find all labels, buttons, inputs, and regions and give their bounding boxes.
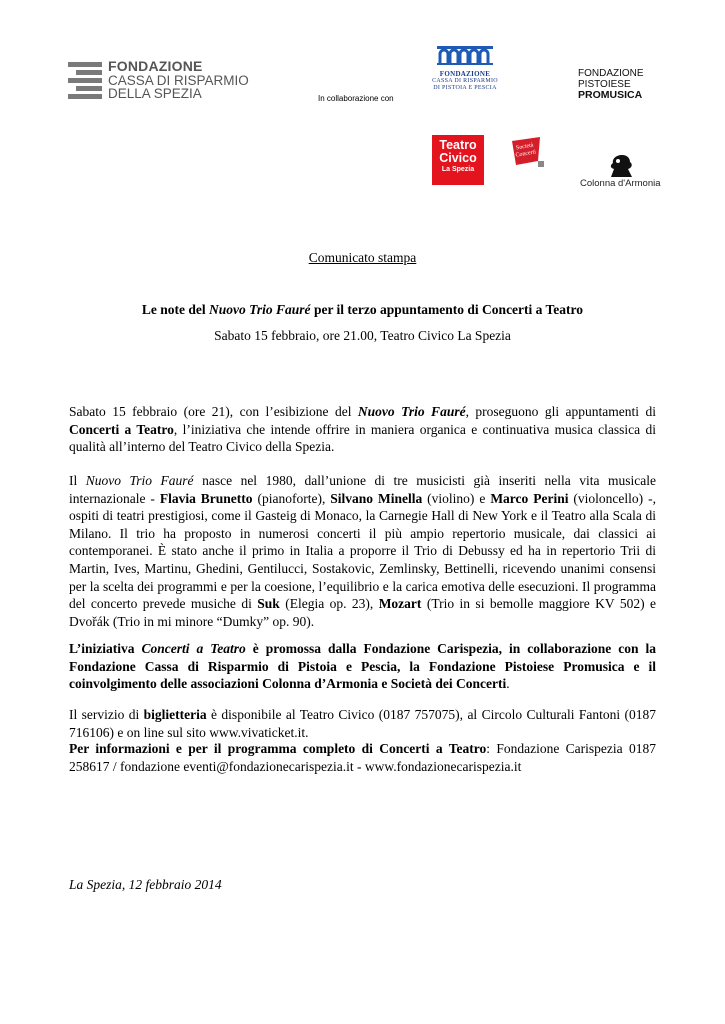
carispezia-stripes-icon (68, 62, 102, 102)
colonna-armonia-logo (580, 153, 660, 189)
paragraph-initiative: L’iniziativa Concerti a Teatro è promossa dalla Fondazione Carispezia, in collaborazione con la Fondazione Cassa di Risparmio di Pistoia e Pescia, la Fondazione Pistoiese Promusica e il coinvolgimento delle associazioni Colonna d’Armonia e Società dei Concerti. (69, 641, 656, 692)
fcs-logo-line1: FONDAZIONE (108, 58, 203, 74)
promusica-logo-line3: PROMUSICA (578, 89, 643, 101)
svg-text:Concerti: Concerti (515, 149, 537, 159)
teatro-logo-line1: Teatro (439, 138, 477, 152)
fondazione-pistoia-logo (430, 44, 500, 92)
pistoia-logo-line2: CASSA DI RISPARMIO (432, 78, 498, 84)
paragraph-info: Per informazioni e per il programma completo di Concerti a Teatro: Fondazione Carispezia 0187 258617 / fondazione eventi@fondazionecarispezia.it - www.fondazionecarispezia.it (69, 741, 656, 774)
collaboration-label: In collaborazione con (318, 94, 394, 103)
colonna-logo-text: Colonna d'Armonia (580, 178, 661, 189)
paragraph-intro: Sabato 15 febbraio (ore 21), con l’esibizione del Nuovo Trio Fauré, proseguono gli appuntamenti di Concerti a Teatro, l’iniziativa che intende offrire in maniera organica e continuativa musica classica di qualità all’interno del Teatro Civico della Spezia. (69, 404, 656, 455)
press-release-subtitle: Sabato 15 febbraio, ore 21.00, Teatro Civico La Spezia (214, 328, 511, 343)
date-location: La Spezia, 12 febbraio 2014 (69, 877, 222, 892)
comunicato-stampa-heading: Comunicato stampa (308, 250, 417, 265)
teatro-logo-line2: Civico (439, 151, 477, 165)
promusica-logo (578, 69, 644, 101)
press-release-title: Le note del Nuovo Trio Fauré per il terzo appuntamento di Concerti a Teatro (141, 302, 584, 317)
paragraph-tickets: Il servizio di biglietteria è disponibile al Teatro Civico (0187 757075), al Circolo Culturali Fantoni (0187 716106) e on line sul sito www.vivaticket.it. (69, 707, 656, 740)
promusica-logo-line1: FONDAZIONE (578, 68, 644, 79)
promusica-logo-line2: PISTOIESE (578, 78, 631, 90)
societa-flag-icon (510, 135, 548, 169)
colonna-silhouette-icon (602, 153, 642, 179)
pistoia-logo-line1: FONDAZIONE (439, 70, 491, 78)
svg-text:Società: Società (515, 142, 535, 152)
fcs-logo-line2: CASSA DI RISPARMIO (108, 72, 249, 88)
pistoia-logo-line3: DI PISTOIA E PESCIA (433, 85, 497, 91)
paragraph-trio: Il Nuovo Trio Fauré nasce nel 1980, dall’unione di tre musicisti già inseriti nella vita musicale internazionale - Flavia Brunetto (pianoforte), Silvano Minella (violino) e Marco Perini (violoncello) -, ospiti di teatri prestigiosi, come il Gasteig di Monaco, la Carnegie Hall di New York e il Teatro alla Scala di Milano. Il trio ha proposto in numerosi concerti il più ampio repertorio musicale, dai classici ai contemporanei. È stato anche il primo in Italia a proporre il Trio di Debussy ed ha in repertorio Trii di Martin, Ives, Martinu, Ghedini, Gentilucci, Sostakovic, Zemlinsky, Bettinelli, ricevendo unanimi consensi per la scelta dei programmi e per la coesione, l’equilibrio e la carica emotiva delle esecuzioni. Il programma del concerto prevede musiche di Suk (Elegia op. 23), Mozart (Trio in si bemolle maggiore KV 502) e Dvořák (Trio in mi minore “Dumky” op. 90). (69, 473, 656, 629)
societa-concerti-logo (510, 135, 548, 167)
arches-icon (435, 44, 495, 66)
teatro-civico-logo (432, 135, 484, 185)
teatro-logo-line3: La Spezia (441, 166, 475, 173)
fcs-logo-line3: DELLA SPEZIA (108, 86, 202, 101)
fondazione-carispezia-logo (68, 58, 268, 106)
